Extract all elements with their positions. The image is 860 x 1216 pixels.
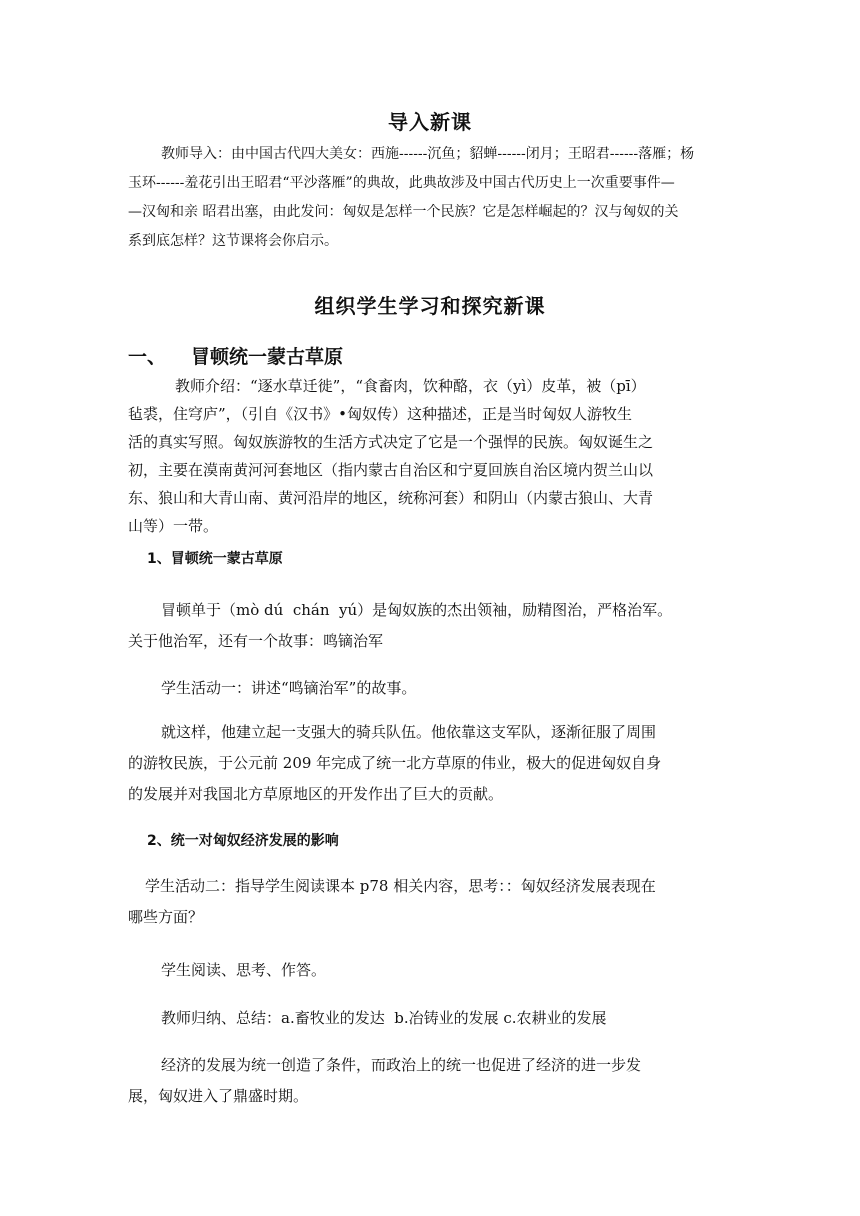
section-1-line-5: 东、狼山和大青山南、黄河沿岸的地区，统称河套）和阴山（内蒙古狼山、大青 [128, 489, 654, 507]
activity-1: 学生活动一：讲述“鸣镝治军”的故事。 [161, 679, 417, 697]
subheading-2: 2、统一对匈奴经济发展的影响 [147, 833, 339, 849]
heading-new-lesson: 组织学生学习和探究新课 [314, 294, 546, 318]
result-line-2: 的游牧民族，于公元前 209 年完成了统一北方草原的伟业，极大的促进匈奴自身 [128, 754, 662, 772]
result-line-3: 的发展并对我国北方草原地区的开发作出了巨大的贡献。 [128, 785, 504, 803]
subheading-1: 1、冒顿统一蒙古草原 [147, 551, 283, 567]
intro-line-1: 教师导入：由中国古代四大美女：西施------沉鱼；貂蝉------闭月；王昭君------落雁；杨 [161, 146, 695, 162]
section-1-title: 冒顿统一蒙古草原 [191, 346, 344, 368]
section-1-line-1: 教师介绍：“逐水草迁徙”，“食畜肉，饮种酪，衣（yì）皮革，被（pī） [175, 377, 646, 395]
final-line-2: 展，匈奴进入了鼎盛时期。 [128, 1087, 309, 1105]
section-1-line-4: 初，主要在漠南黄河河套地区（指内蒙古自治区和宁夏回族自治区境内贺兰山以 [128, 461, 654, 479]
student-reading: 学生阅读、思考、作答。 [161, 961, 327, 979]
heading-intro: 导入新课 [388, 110, 472, 134]
activity-2-line-2: 哪些方面？ [128, 908, 204, 926]
sub1-line-1: 冒顿单于（mò dú chán yú）是匈奴族的杰出领袖，励精图治，严格治军。 [161, 601, 673, 619]
intro-line-2: 玉环------羞花引出王昭君“平沙落雁”的典故，此典故涉及中国古代历史上一次重要事件— [128, 175, 675, 191]
section-1-line-2: 毡裘，住穹庐”，（引自《汉书》•匈奴传）这种描述，正是当时匈奴人游牧生 [128, 405, 633, 423]
teacher-summary: 教师归纳、总结：a.畜牧业的发达 b.冶铸业的发展 c.农耕业的发展 [161, 1009, 607, 1027]
final-line-1: 经济的发展为统一创造了条件，而政治上的统一也促进了经济的进一步发 [161, 1056, 642, 1074]
sub1-line-2: 关于他治军，还有一个故事：鸣镝治军 [128, 632, 384, 650]
activity-2-line-1: 学生活动二：指导学生阅读课本 p78 相关内容，思考：：匈奴经济发展表现在 [145, 877, 656, 895]
intro-line-4: 系到底怎样？这节课将会你启示。 [128, 233, 338, 249]
section-1-line-6: 山等）一带。 [128, 517, 219, 535]
section-1-line-3: 活的真实写照。匈奴族游牧的生活方式决定了它是一个强悍的民族。匈奴诞生之 [128, 433, 654, 451]
section-1-number: 一、 [128, 346, 167, 368]
intro-line-3: —汉匈和亲 昭君出塞，由此发问：匈奴是怎样一个民族？它是怎样崛起的？汉与匈奴的关 [128, 204, 679, 220]
result-line-1: 就这样，他建立起一支强大的骑兵队伍。他依靠这支军队，逐渐征服了周围 [161, 723, 657, 741]
